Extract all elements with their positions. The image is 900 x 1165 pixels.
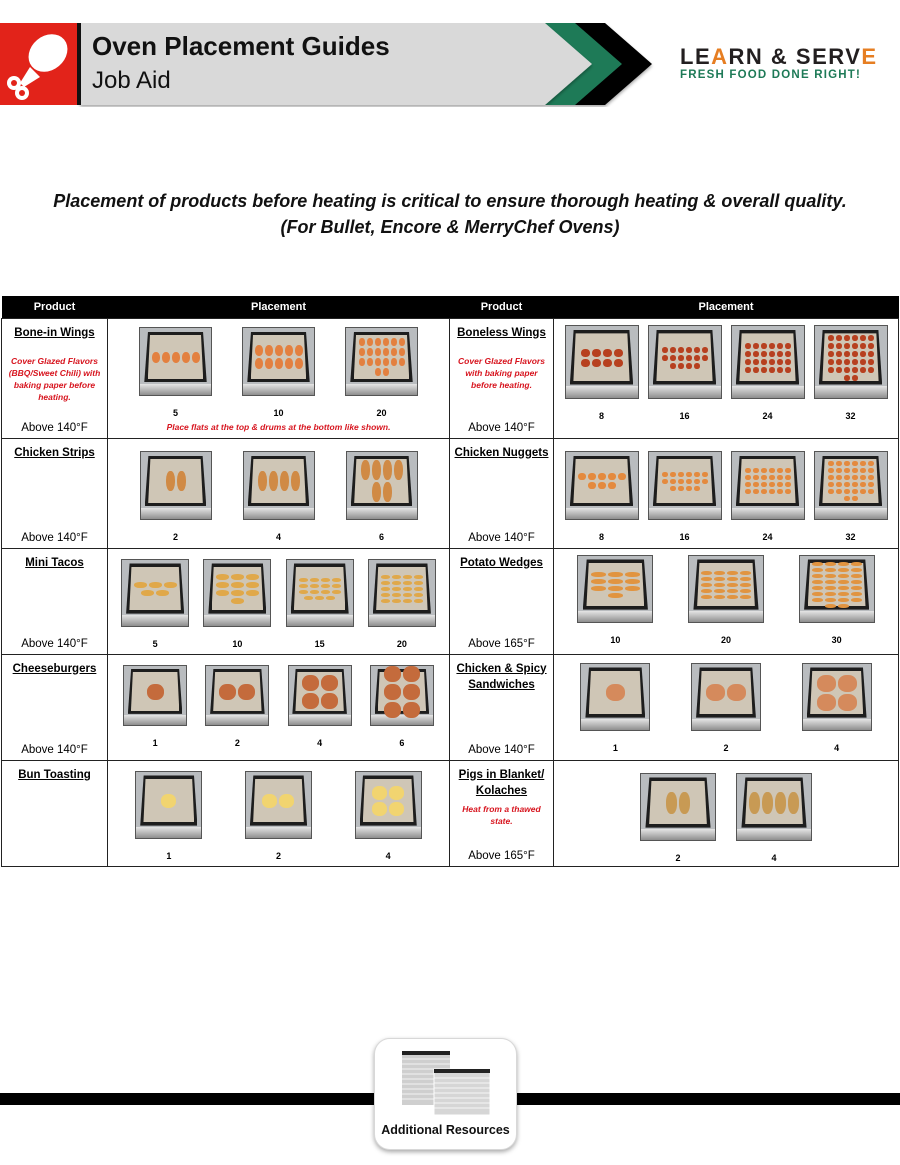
quantity-label: 4 bbox=[385, 850, 391, 861]
tray-photo bbox=[205, 665, 269, 726]
tray-example bbox=[731, 325, 805, 421]
tray-photo bbox=[288, 665, 352, 726]
product-name: Mini Tacos bbox=[25, 556, 84, 569]
tray-photo bbox=[123, 665, 187, 726]
header-placement-right: Placement bbox=[554, 296, 899, 318]
tray-example bbox=[121, 559, 189, 649]
tray-example bbox=[814, 325, 888, 421]
placement-cell-bun-toasting bbox=[108, 760, 450, 866]
quantity-label: 32 bbox=[845, 531, 856, 542]
placement-cell-bone-in-wings bbox=[108, 318, 450, 438]
placement-cell-boneless-wings bbox=[554, 318, 899, 438]
quantity-label: 5 bbox=[172, 407, 178, 418]
quantity-label: 1 bbox=[166, 850, 172, 861]
quantity-label: 4 bbox=[834, 742, 840, 753]
table-header-row bbox=[2, 296, 899, 318]
quantity-label: 15 bbox=[314, 638, 325, 649]
tray-example bbox=[577, 555, 653, 645]
tray-photo bbox=[691, 663, 761, 731]
tray-photo bbox=[565, 325, 639, 399]
product-name: Chicken Nuggets bbox=[454, 446, 549, 459]
header-banner bbox=[0, 23, 660, 107]
product-note: Cover Glazed Flavors (BBQ/Sweet Chili) with baking paper before heating. bbox=[8, 355, 101, 402]
page-subtitle: Job Aid bbox=[92, 67, 171, 94]
product-cell-boneless-wings bbox=[450, 318, 554, 438]
product-name: Potato Wedges bbox=[460, 556, 543, 569]
product-name: Pigs in Blanket/ Kolaches bbox=[458, 768, 545, 797]
product-temp: Above 140°F bbox=[21, 531, 88, 544]
quantity-label: 1 bbox=[612, 742, 618, 753]
tray-photo bbox=[345, 327, 418, 396]
tray-photo bbox=[139, 327, 212, 396]
tray-photo bbox=[648, 451, 722, 520]
tray-example bbox=[242, 327, 315, 418]
brand-tagline: FRESH FOOD DONE RIGHT! bbox=[680, 69, 862, 81]
product-name: Bone-in Wings bbox=[14, 326, 95, 339]
tray-example bbox=[691, 663, 761, 753]
product-temp: Above 140°F bbox=[21, 743, 88, 756]
tray-photo bbox=[640, 773, 716, 841]
tray-example bbox=[355, 771, 422, 861]
quantity-label: 1 bbox=[152, 737, 158, 748]
tray-example bbox=[814, 451, 888, 542]
tray-example bbox=[345, 327, 418, 418]
header-product-left: Product bbox=[2, 296, 108, 318]
product-name: Chicken & Spicy Sandwiches bbox=[456, 662, 547, 691]
tray-example bbox=[139, 327, 212, 418]
intro-line-1: Placement of products before heating is critical to ensure thorough heating & overall quality. bbox=[53, 191, 847, 211]
product-temp: Above 165°F bbox=[468, 849, 535, 862]
quantity-label: 6 bbox=[378, 531, 384, 542]
placement-cell-chicken-strips bbox=[108, 438, 450, 548]
table-row bbox=[2, 438, 899, 548]
quantity-label: 10 bbox=[232, 638, 243, 649]
table-row bbox=[2, 654, 899, 760]
quantity-label: 24 bbox=[762, 410, 773, 421]
product-cell-bone-in-wings bbox=[2, 318, 108, 438]
brand-name: LEARN & SERVE bbox=[680, 44, 878, 69]
tray-photo bbox=[243, 451, 315, 520]
tray-photo bbox=[286, 559, 354, 627]
quantity-label: 20 bbox=[376, 407, 387, 418]
tray-example bbox=[123, 665, 187, 748]
quantity-label: 5 bbox=[152, 638, 158, 649]
table-row bbox=[2, 548, 899, 654]
tray-photo bbox=[799, 555, 875, 623]
tray-example bbox=[731, 451, 805, 542]
quantity-label: 20 bbox=[396, 638, 407, 649]
tray-photo bbox=[355, 771, 422, 839]
tray-example bbox=[245, 771, 312, 861]
tray-photo bbox=[731, 451, 805, 520]
table-row bbox=[2, 318, 899, 438]
quantity-label: 2 bbox=[675, 852, 681, 863]
quantity-label: 2 bbox=[275, 850, 281, 861]
placement-table bbox=[1, 296, 899, 867]
tray-photo bbox=[135, 771, 202, 839]
placement-cell-pigs-in-blanket bbox=[554, 760, 899, 866]
product-name: Bun Toasting bbox=[18, 768, 91, 781]
header-product-right: Product bbox=[450, 296, 554, 318]
tray-photo bbox=[245, 771, 312, 839]
tray-example bbox=[135, 771, 202, 861]
quantity-label: 4 bbox=[771, 852, 777, 863]
quantity-label: 16 bbox=[679, 531, 690, 542]
intro-statement bbox=[0, 188, 900, 240]
product-note: Heat from a thawed state. bbox=[462, 803, 541, 826]
quantity-label: 8 bbox=[598, 531, 604, 542]
product-name: Cheeseburgers bbox=[12, 662, 97, 675]
quantity-label: 10 bbox=[273, 407, 284, 418]
additional-resources-label: Additional Resources bbox=[381, 1123, 510, 1137]
brand-logo bbox=[680, 46, 880, 81]
placement-cell-cheeseburgers bbox=[108, 654, 450, 760]
placement-cell-potato-wedges bbox=[554, 548, 899, 654]
tray-example bbox=[802, 663, 872, 753]
quantity-label: 6 bbox=[399, 737, 405, 748]
tray-example bbox=[288, 665, 352, 748]
tray-example bbox=[565, 325, 639, 421]
product-cell-cheeseburgers bbox=[2, 654, 108, 760]
quantity-label: 8 bbox=[598, 410, 604, 421]
tray-photo bbox=[648, 325, 722, 399]
tray-example bbox=[205, 665, 269, 748]
tray-example bbox=[203, 559, 271, 649]
placement-cell-chicken-nuggets bbox=[554, 438, 899, 548]
tray-example bbox=[243, 451, 315, 542]
tray-example bbox=[736, 773, 812, 863]
page-title: Oven Placement Guides bbox=[92, 31, 390, 61]
tray-photo bbox=[242, 327, 315, 396]
quantity-label: 20 bbox=[720, 634, 731, 645]
tray-photo bbox=[368, 559, 436, 627]
tray-photo bbox=[577, 555, 653, 623]
product-temp: Above 165°F bbox=[468, 637, 535, 650]
tray-photo bbox=[121, 559, 189, 627]
tray-example bbox=[346, 451, 418, 542]
quantity-label: 2 bbox=[172, 531, 178, 542]
tray-example bbox=[286, 559, 354, 649]
product-cell-potato-wedges bbox=[450, 548, 554, 654]
tray-photo bbox=[688, 555, 764, 623]
tray-example bbox=[648, 325, 722, 421]
product-cell-chicken-strips bbox=[2, 438, 108, 548]
tray-photo bbox=[736, 773, 812, 841]
tray-example bbox=[565, 451, 639, 542]
product-note: Cover Glazed Flavors with baking paper before heating. bbox=[458, 355, 545, 390]
tray-photo bbox=[370, 665, 434, 726]
quantity-label: 2 bbox=[234, 737, 240, 748]
table-row bbox=[2, 760, 899, 866]
quantity-label: 16 bbox=[679, 410, 690, 421]
product-cell-chicken-spicy-sandwiches bbox=[450, 654, 554, 760]
additional-resources-button[interactable] bbox=[374, 1038, 517, 1150]
tray-example bbox=[640, 773, 716, 863]
tray-example bbox=[140, 451, 212, 542]
product-cell-bun-toasting bbox=[2, 760, 108, 866]
product-temp: Above 140°F bbox=[468, 531, 535, 544]
chicken-drumstick-icon bbox=[0, 23, 77, 105]
tray-photo bbox=[814, 325, 888, 399]
product-cell-mini-tacos bbox=[2, 548, 108, 654]
product-temp: Above 140°F bbox=[21, 637, 88, 650]
tray-photo bbox=[203, 559, 271, 627]
quantity-label: 2 bbox=[723, 742, 729, 753]
intro-line-2: (For Bullet, Encore & MerryChef Ovens) bbox=[280, 217, 620, 237]
product-temp: Above 140°F bbox=[468, 743, 535, 756]
tray-example bbox=[580, 663, 650, 753]
product-temp: Above 140°F bbox=[21, 421, 88, 434]
tray-example bbox=[370, 665, 434, 748]
tray-photo bbox=[814, 451, 888, 520]
product-name: Boneless Wings bbox=[457, 326, 546, 339]
quantity-label: 32 bbox=[845, 410, 856, 421]
tray-example bbox=[648, 451, 722, 542]
placement-cell-chicken-spicy-sandwiches bbox=[554, 654, 899, 760]
quantity-label: 4 bbox=[275, 531, 281, 542]
tray-photo bbox=[140, 451, 212, 520]
header-placement-left: Placement bbox=[108, 296, 450, 318]
product-name: Chicken Strips bbox=[14, 446, 95, 459]
tray-example bbox=[688, 555, 764, 645]
tray-photo bbox=[565, 451, 639, 520]
tray-photo bbox=[802, 663, 872, 731]
tray-photo bbox=[346, 451, 418, 520]
product-temp: Above 140°F bbox=[468, 421, 535, 434]
product-cell-pigs-in-blanket bbox=[450, 760, 554, 866]
quantity-label: 4 bbox=[317, 737, 323, 748]
tray-example bbox=[799, 555, 875, 645]
product-cell-chicken-nuggets bbox=[450, 438, 554, 548]
placement-cell-mini-tacos bbox=[108, 548, 450, 654]
quantity-label: 24 bbox=[762, 531, 773, 542]
tray-photo bbox=[731, 325, 805, 399]
document-table-thumbnail-icon bbox=[400, 1049, 492, 1117]
tray-photo bbox=[580, 663, 650, 731]
quantity-label: 10 bbox=[610, 634, 621, 645]
placement-note: Place flats at the top & drums at the bottom like shown. bbox=[166, 421, 391, 432]
tray-example bbox=[368, 559, 436, 649]
quantity-label: 30 bbox=[831, 634, 842, 645]
